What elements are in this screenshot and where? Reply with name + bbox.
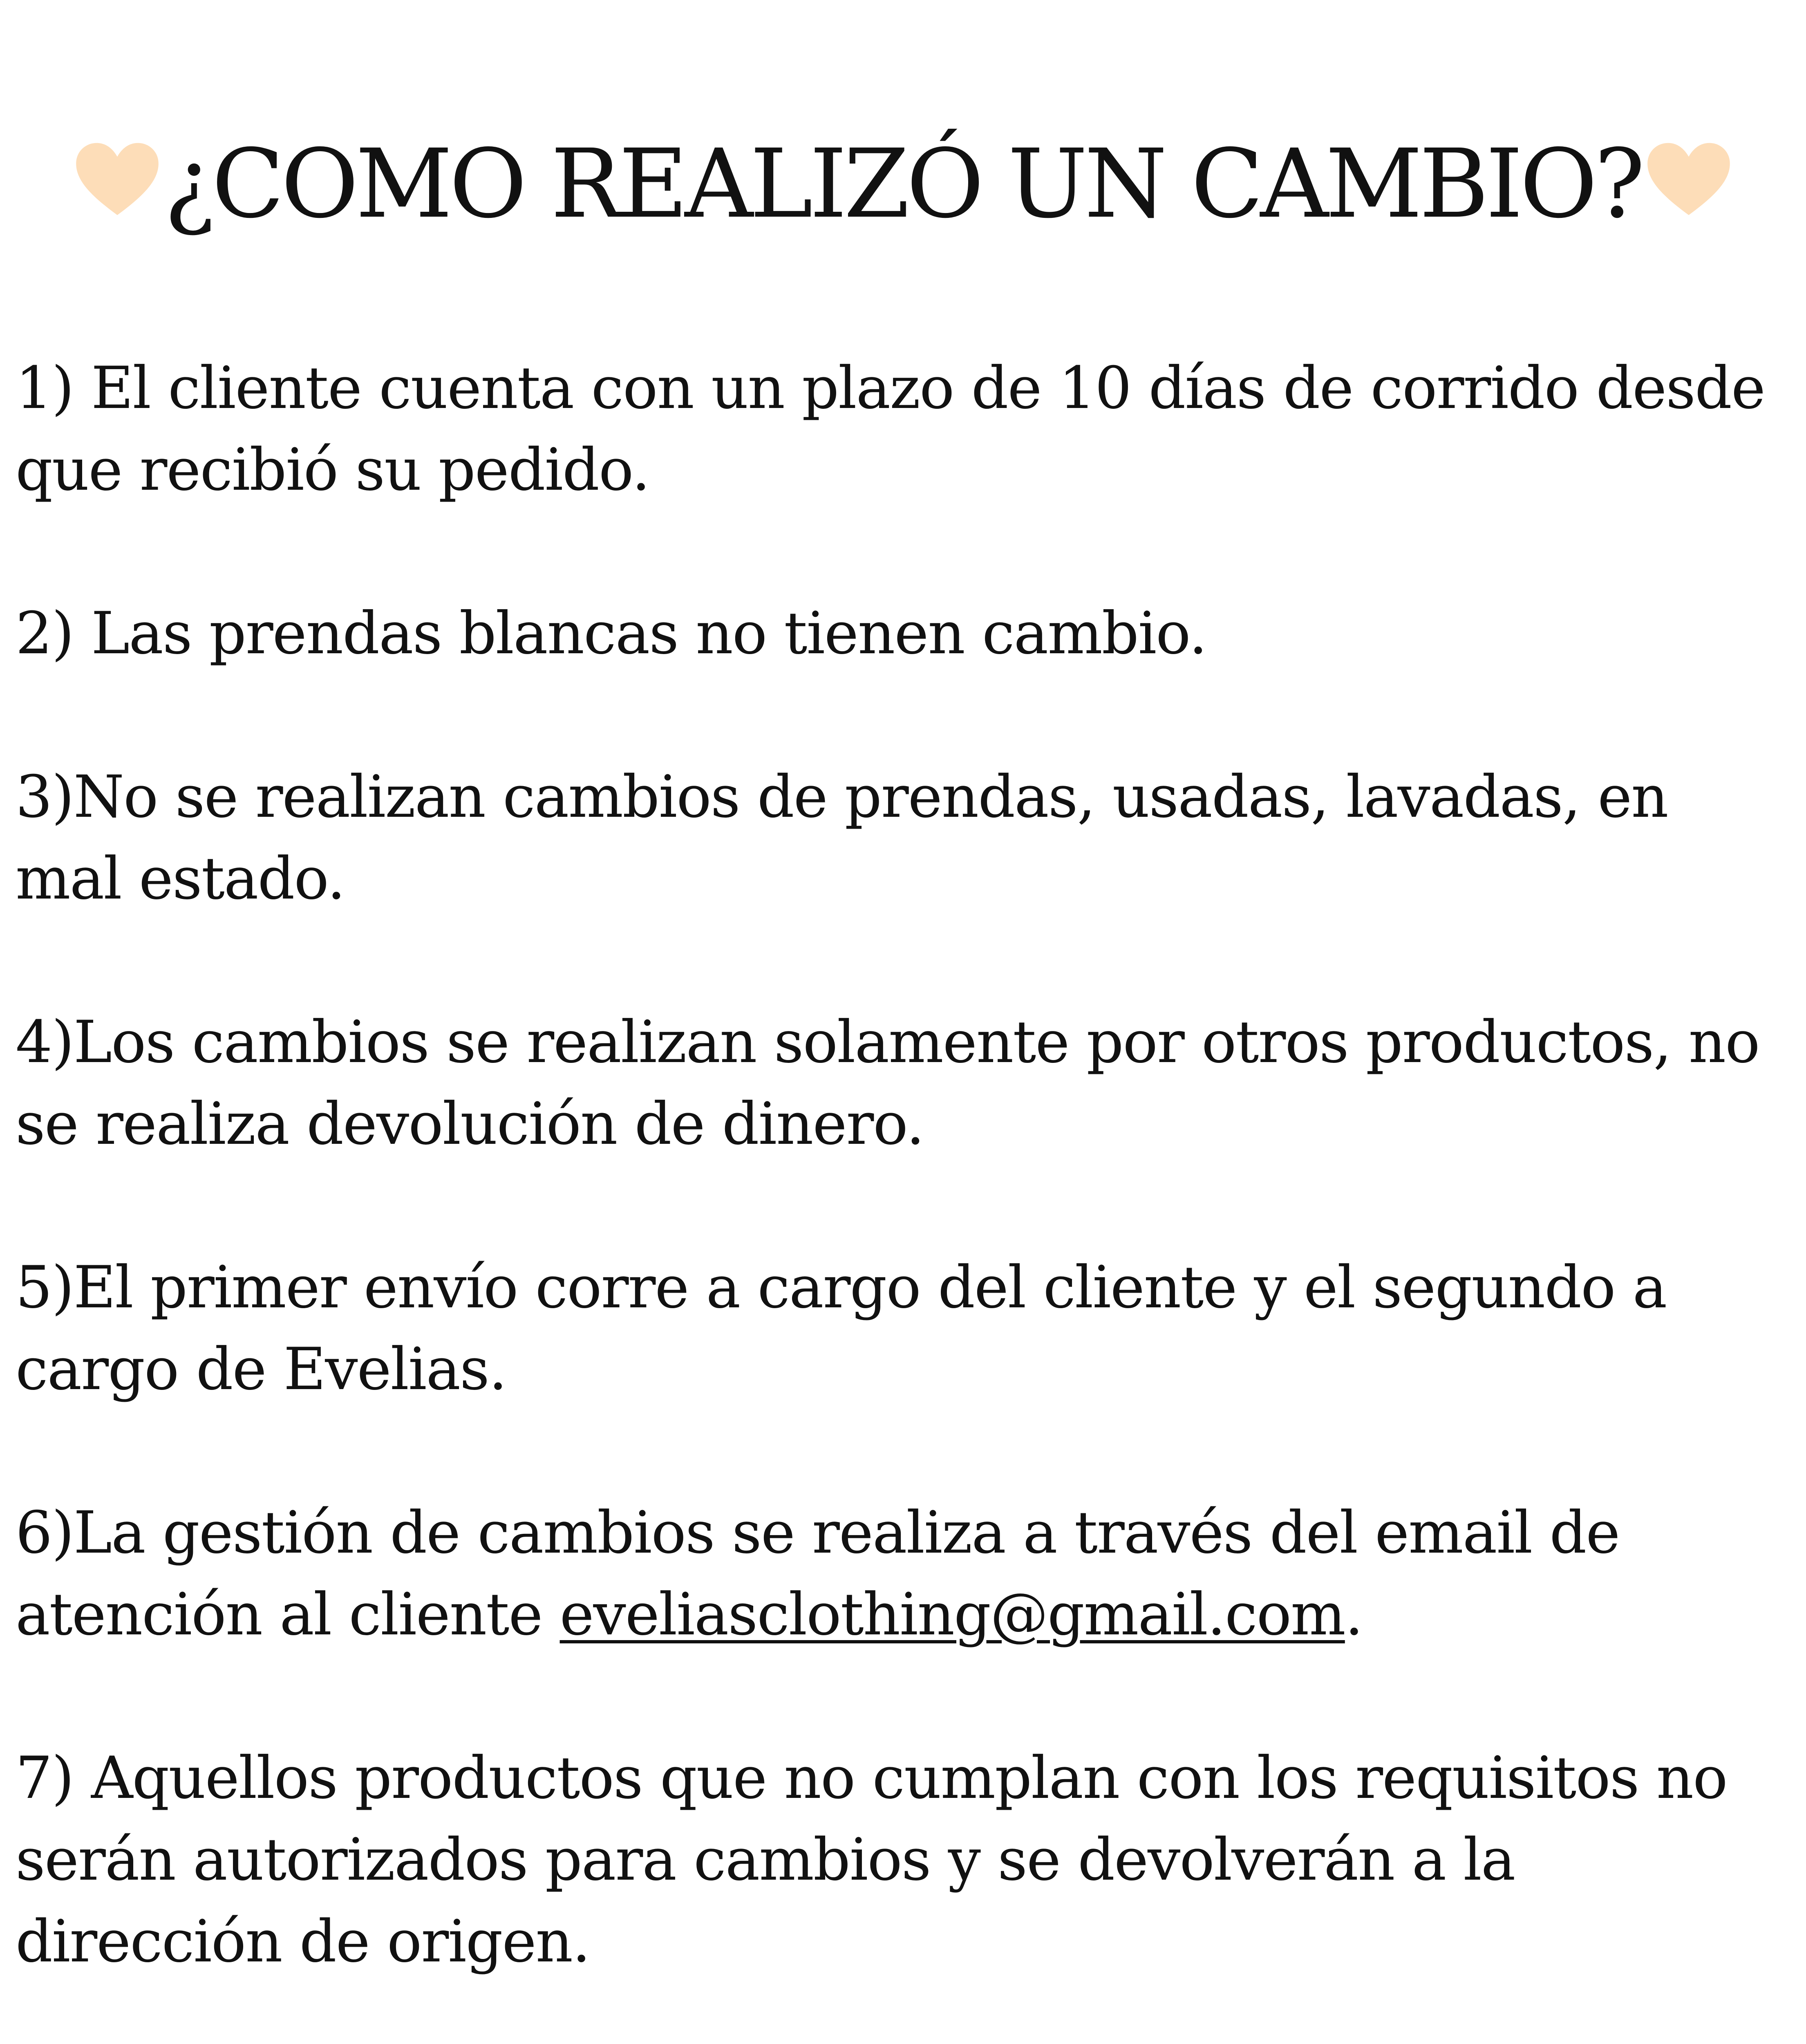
rule-2: 2) Las prendas blancas no tienen cambio. [16,600,1207,667]
page-title: ¿COMO REALIZÓ UN CAMBIO? [164,129,1642,239]
rules-list [16,347,1785,2044]
title-row [0,123,1806,245]
rule-7: 7) Aquellos productos que no cumplan con los requisitos no serán autorizados para cambios y se devolverán a la dirección de origen. [16,1744,1727,1975]
heart-icon [1646,141,1732,219]
rule-3: 3)No se realizan cambios de prendas, usadas, lavadas, en mal estado. [16,763,1668,912]
heart-icon [74,141,160,219]
rule-4: 4)Los cambios se realizan solamente por otros productos, no se realiza devolución de dinero. [16,1009,1759,1158]
rule-1: 1) El cliente cuenta con un plazo de 10 días de corrido desde que recibió su pedido. [16,354,1765,504]
rule-6-end: . [1345,1581,1363,1648]
email-link[interactable]: eveliasclothing@gmail.com [559,1581,1345,1648]
rule-6 [16,1492,1785,1656]
rule-5: 5)El primer envío corre a cargo del cliente y el segundo a cargo de Evelias. [16,1254,1667,1403]
rule-6-text: 6)La gestión de cambios se realiza a través del email de atención al cliente [16,1499,1620,1648]
